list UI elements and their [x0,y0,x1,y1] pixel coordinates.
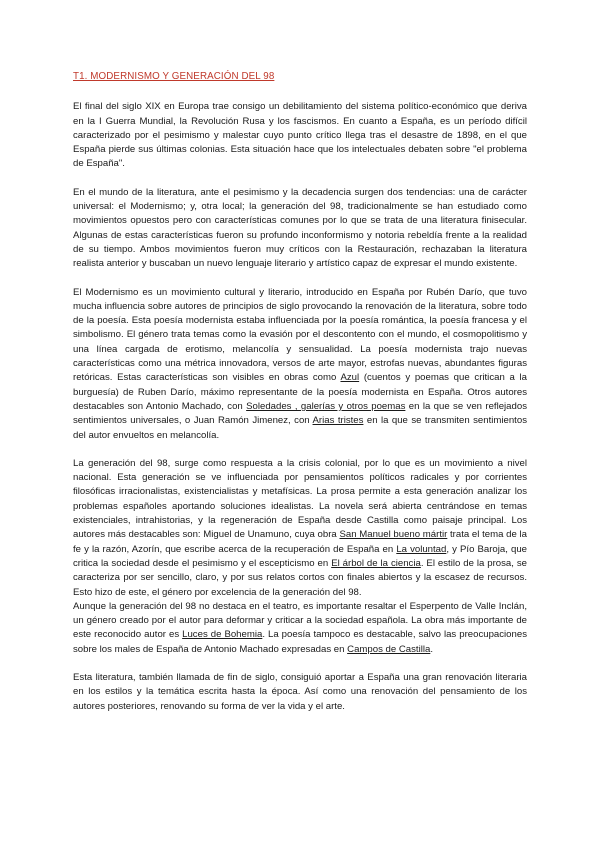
text-segment: , y Pío Baroja, que critica la sociedad desde el pesimismo y el escepticismo en [73,543,527,569]
work-title-san-manuel: San Manuel bueno mártir [339,529,448,541]
text-segment: . [430,643,433,655]
text-segment: . El estilo de la prosa, se caracteriza por ser sencillo, claro, y por sus relatos cortos con finales abiertos y la escasez de recursos. Esto hizo de este, el género por excelencia de la generación del 98. [73,557,528,598]
text-segment: (cuentos y poemas que critican a la burguesía) de Ruben Darío, máximo representante de la poesía modernista en España. Otros autores destacables son Antonio Machado, con [73,372,527,412]
text-segment: trata el tema de la fe y la razón, Azorín, que escribe acerca de la recuperación de España en [73,529,527,555]
text-segment: en la que se transmiten sentimientos del autor envueltos en melancolía. [73,415,527,441]
paragraph-teatro-poesia [73,600,527,657]
work-title-soledades: Soledades , galerías y otros poemas [246,400,406,412]
work-title-azul: Azul [340,372,360,384]
text-segment: en la que se ven reflejados sentimientos universales, o Juan Ramón Jimenez, con [73,400,527,427]
text-segment: La generación del 98, surge como respuesta a la crisis colonial, por lo que es un movimiento a nivel nacional. Esta generación se ve influenciada por pensamientos políticos radicales y por corrientes filosóficas irracionalistas, existencialistas y metafísicas. La prosa permite a esta generación analizar los problemas españoles aportando soluciones idealistas. La novela será abierta centrándose en temas existenciales, intrahistorias, y la regeneración de España desde Castilla como paisaje principal. Los autores más destacables son: Miguel de Unamuno, cuya obra [73,457,527,541]
text-segment: Aunque la generación del 98 no destaca en el teatro, es importante resaltar el Esperpento de Valle Inclán, un género creado por el autor para deformar y criticar a la sociedad española. La obra más importante de este reconocido autor es [73,600,527,641]
paragraph-intro: El final del siglo XIX en Europa trae consigo un debilitamiento del sistema político-económico que deriva en la I Guerra Mundial, la Revolución Rusa y los fascismos. En cuanto a España, es un período difícil caracterizado por el pesimismo y malestar cuyo punto crítico llega tras el desastre de 1898, en el que España pierde sus últimas colonias. Esta situación hace que los intelectuales debaten sobre "el problema de España". [73,101,527,170]
paragraph-generacion-98 [73,457,527,600]
work-title-campos-castilla: Campos de Castilla [347,643,431,655]
work-title-luces-bohemia: Luces de Bohemia [182,629,263,641]
work-title-la-voluntad: La voluntad [396,543,447,555]
text-segment: El Modernismo es un movimiento cultural y literario, introducido en España por Rubén Darío, que tuvo mucha influencia sobre autores de principios de siglo provocando la renovación de la literatura, sobre todo de la poesía. Esta poesía modernista estaba influenciada por la poesía romántica, la poesía francesa y el simbolismo. El género trata temas como la evasión por el descontento con el mundo, el cosmopolitismo y una línea cargada de erotismo, melancolía y sensualidad. La poesía modernista trajo nuevas características como una métrica innovadora, versos de arte mayor, estrofas nuevas, abundantes figuras retóricas. Estas características son visibles en obras como [73,286,527,384]
work-title-arias-tristes: Arias tristes [312,415,364,427]
document-page [73,70,527,728]
document-title: T1. MODERNISMO Y GENERACIÓN DEL 98 [73,71,275,82]
work-title-arbol-ciencia: El árbol de la ciencia [331,557,421,569]
paragraph-tendencies: En el mundo de la literatura, ante el pesimismo y la decadencia surgen dos tendencias: una de carácter universal: el Modernismo; y, otra local; la generación del 98, tradicionalmente se han estudiado como movimientos opuestos pero con características comunes por lo que se trata de una literatura finisecular. Algunas de estas características fueron su profundo inconformismo y notoria rebeldía frente a la realidad de su tiempo. Ambos movimientos fueron muy críticos con la Restauración, rechazaban la literatura realista anterior y buscaban un nuevo lenguaje literario y artístico capaz de expresar el mundo existente. [73,186,527,270]
text-segment: . La poesía tampoco es destacable, salvo las preocupaciones sobre los males de España de Antonio Machado expresadas en [73,629,527,655]
paragraph-conclusion: Esta literatura, también llamada de fin de siglo, consiguió aportar a España una gran renovación literaria en los estilos y la temática escrita hasta la época. Así como una renovación del pensamiento de los autores posteriores, renovando su forma de ver la vida y el arte. [73,671,527,712]
paragraph-modernismo [73,286,527,443]
